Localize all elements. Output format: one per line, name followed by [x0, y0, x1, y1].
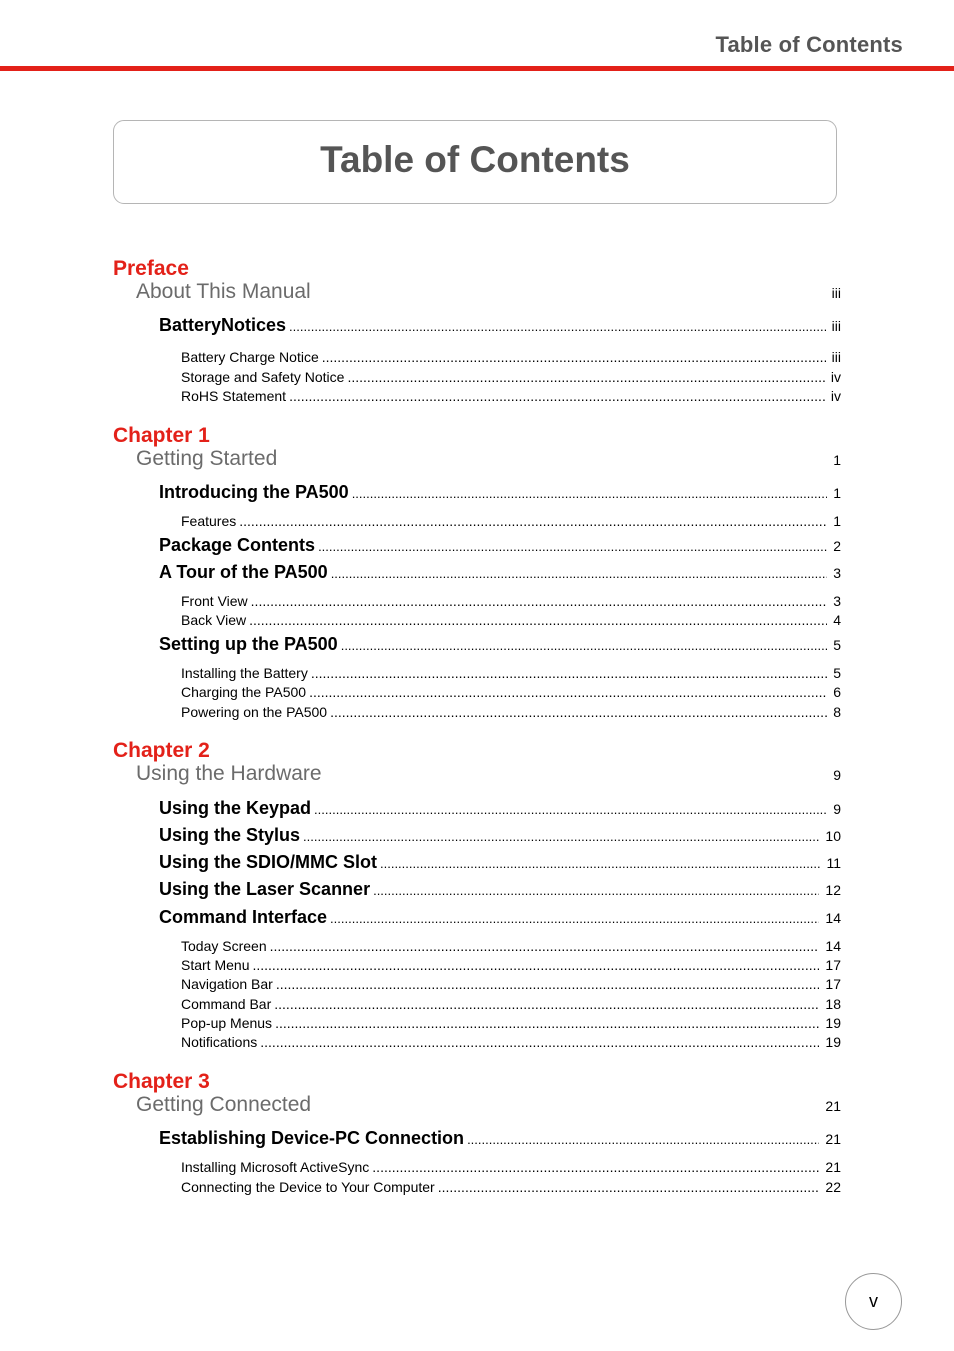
toc-entry-label: RoHS Statement — [181, 388, 287, 404]
dot-leader — [239, 513, 827, 529]
toc-entry[interactable] — [159, 535, 841, 556]
toc-entry[interactable] — [181, 704, 841, 720]
toc-entry-label: Using the Stylus — [159, 825, 301, 845]
toc-entry-page: 12 — [825, 882, 841, 898]
toc-entry-page: 3 — [833, 593, 841, 609]
toc-entry-label: Setting up the PA500 — [159, 634, 338, 654]
toc-entry-page: iv — [830, 388, 841, 404]
toc-entry-label: Start Menu — [181, 957, 250, 973]
toc-entry[interactable] — [181, 996, 841, 1012]
section-page-number: iii — [831, 285, 841, 301]
section-page-number: 21 — [825, 1098, 841, 1114]
dot-leader — [438, 1179, 820, 1195]
chapter-heading: Preface — [113, 257, 189, 280]
dot-leader — [330, 911, 819, 926]
dot-leader — [275, 1015, 819, 1031]
toc-entry[interactable] — [159, 315, 841, 336]
chapter-heading: Chapter 3 — [113, 1070, 210, 1093]
toc-entry-label: Today Screen — [181, 938, 267, 954]
toc-entry[interactable] — [181, 612, 841, 628]
toc-entry[interactable] — [159, 879, 841, 900]
toc-entry[interactable] — [159, 907, 841, 928]
toc-entry-label: Battery Charge Notice — [181, 349, 319, 365]
dot-leader — [341, 638, 828, 653]
toc-entry-page: iii — [831, 318, 841, 334]
header-title: Table of Contents — [715, 32, 903, 57]
toc-entry-page: 11 — [826, 855, 841, 871]
page-title: Table of Contents — [320, 139, 630, 180]
toc-entry[interactable] — [159, 482, 841, 503]
toc-entry-label: Command Interface — [159, 907, 328, 927]
toc-entry-page: 19 — [825, 1034, 841, 1050]
toc-entry-label: Using the Keypad — [159, 798, 312, 818]
toc-entry-page: 10 — [825, 828, 841, 844]
toc-entry[interactable] — [181, 1179, 841, 1195]
toc-entry-page: 19 — [825, 1015, 841, 1031]
toc-entry-page: 22 — [825, 1179, 841, 1195]
toc-entry[interactable] — [159, 634, 841, 655]
chapter-heading: Chapter 2 — [113, 739, 210, 762]
toc-entry-page: 14 — [825, 938, 841, 954]
toc-entry[interactable] — [181, 593, 841, 609]
toc-entry[interactable] — [159, 825, 841, 846]
toc-entry-page: 9 — [833, 801, 841, 817]
section-title: About This Manual — [136, 280, 311, 303]
toc-entry[interactable] — [181, 665, 841, 681]
section-title: Using the Hardware — [136, 762, 322, 785]
dot-leader — [330, 704, 827, 720]
page-number-label: v — [869, 1291, 878, 1311]
toc-entry-label: Powering on the PA500 — [181, 704, 328, 720]
toc-entry-label: BatteryNotices — [159, 315, 287, 335]
toc-entry-label: Introducing the PA500 — [159, 482, 349, 502]
toc-entry-page: 4 — [833, 612, 841, 628]
toc-entry-label: Package Contents — [159, 535, 316, 555]
toc-entry-page: iv — [830, 369, 841, 385]
toc-entry-label: Installing Microsoft ActiveSync — [181, 1159, 370, 1175]
toc-entry[interactable] — [159, 798, 841, 819]
toc-entry[interactable] — [159, 562, 841, 583]
toc-entry-label: Establishing Device-PC Connection — [159, 1128, 465, 1148]
toc-entry-page: 6 — [833, 684, 841, 700]
dot-leader — [314, 802, 827, 817]
toc-entry-page: 1 — [833, 485, 841, 501]
toc-entry-label: Front View — [181, 593, 248, 609]
toc-entry-label: Features — [181, 513, 237, 529]
toc-entry-page: 2 — [833, 538, 841, 554]
toc-entry-page: 8 — [833, 704, 841, 720]
toc-entry[interactable] — [181, 957, 841, 973]
dot-leader — [252, 957, 819, 973]
toc-entry-label: Command Bar — [181, 996, 272, 1012]
dot-leader — [303, 829, 819, 844]
toc-entry[interactable] — [181, 1015, 841, 1031]
section-title-row — [136, 762, 841, 786]
section-title: Getting Connected — [136, 1093, 312, 1116]
toc-entry-label: Charging the PA500 — [181, 684, 307, 700]
toc-entry-page: 3 — [833, 565, 841, 581]
toc-entry-label: Navigation Bar — [181, 976, 273, 992]
dot-leader — [311, 665, 827, 681]
header-rule — [0, 66, 954, 71]
chapter-heading: Chapter 1 — [113, 424, 210, 447]
toc-entry-page: 21 — [825, 1131, 841, 1147]
toc-entry[interactable] — [181, 513, 841, 529]
dot-leader — [331, 566, 828, 581]
dot-leader — [347, 369, 824, 385]
section-page-number: 9 — [833, 767, 841, 783]
dot-leader — [274, 996, 819, 1012]
dot-leader — [322, 349, 826, 365]
dot-leader — [309, 684, 827, 700]
toc-entry[interactable] — [181, 369, 841, 385]
dot-leader — [251, 593, 828, 609]
toc-entry[interactable] — [181, 1159, 841, 1175]
page-number — [845, 1273, 902, 1330]
section-title: Getting Started — [136, 447, 278, 470]
toc-entry-page: 18 — [825, 996, 841, 1012]
section-title-row — [136, 280, 841, 304]
toc-entry-page: 17 — [825, 976, 841, 992]
toc-entry-label: Notifications — [181, 1034, 258, 1050]
toc-entry[interactable] — [181, 976, 841, 992]
toc-entry[interactable] — [159, 1128, 841, 1149]
toc-entry[interactable] — [181, 1034, 841, 1050]
dot-leader — [352, 486, 828, 501]
toc-entry[interactable] — [181, 349, 841, 365]
toc-entry[interactable] — [181, 388, 841, 404]
dot-leader — [276, 976, 820, 992]
toc-entry-label: Storage and Safety Notice — [181, 369, 345, 385]
section-title-row — [136, 447, 841, 471]
toc-entry[interactable] — [181, 938, 841, 954]
toc-entry-page: iii — [831, 349, 841, 365]
dot-leader — [467, 1132, 819, 1147]
dot-leader — [373, 883, 819, 898]
toc-entry-label: Using the SDIO/MMC Slot — [159, 852, 377, 872]
toc-entry-label: Pop-up Menus — [181, 1015, 273, 1031]
dot-leader — [318, 539, 827, 554]
dot-leader — [249, 612, 827, 628]
toc-entry-page: 14 — [825, 910, 841, 926]
dot-leader — [289, 319, 826, 334]
section-page-number: 1 — [833, 452, 841, 468]
dot-leader — [380, 856, 820, 871]
title-box — [113, 120, 837, 204]
toc-entry-page: 1 — [833, 513, 841, 529]
toc-entry-page: 5 — [833, 637, 841, 653]
toc-entry-page: 5 — [833, 665, 841, 681]
toc-entry-label: Connecting the Device to Your Computer — [181, 1179, 435, 1195]
dot-leader — [372, 1159, 819, 1175]
toc-entry-label: Back View — [181, 612, 247, 628]
toc-entry-page: 17 — [825, 957, 841, 973]
toc-entry[interactable] — [159, 852, 841, 873]
dot-leader — [289, 388, 825, 404]
toc-entry-label: Installing the Battery — [181, 665, 308, 681]
section-title-row — [136, 1093, 841, 1117]
toc-entry[interactable] — [181, 684, 841, 700]
toc-entry-label: Using the Laser Scanner — [159, 879, 371, 899]
dot-leader — [260, 1034, 819, 1050]
toc-entry-label: A Tour of the PA500 — [159, 562, 328, 582]
dot-leader — [270, 938, 820, 954]
toc-entry-page: 21 — [825, 1159, 841, 1175]
